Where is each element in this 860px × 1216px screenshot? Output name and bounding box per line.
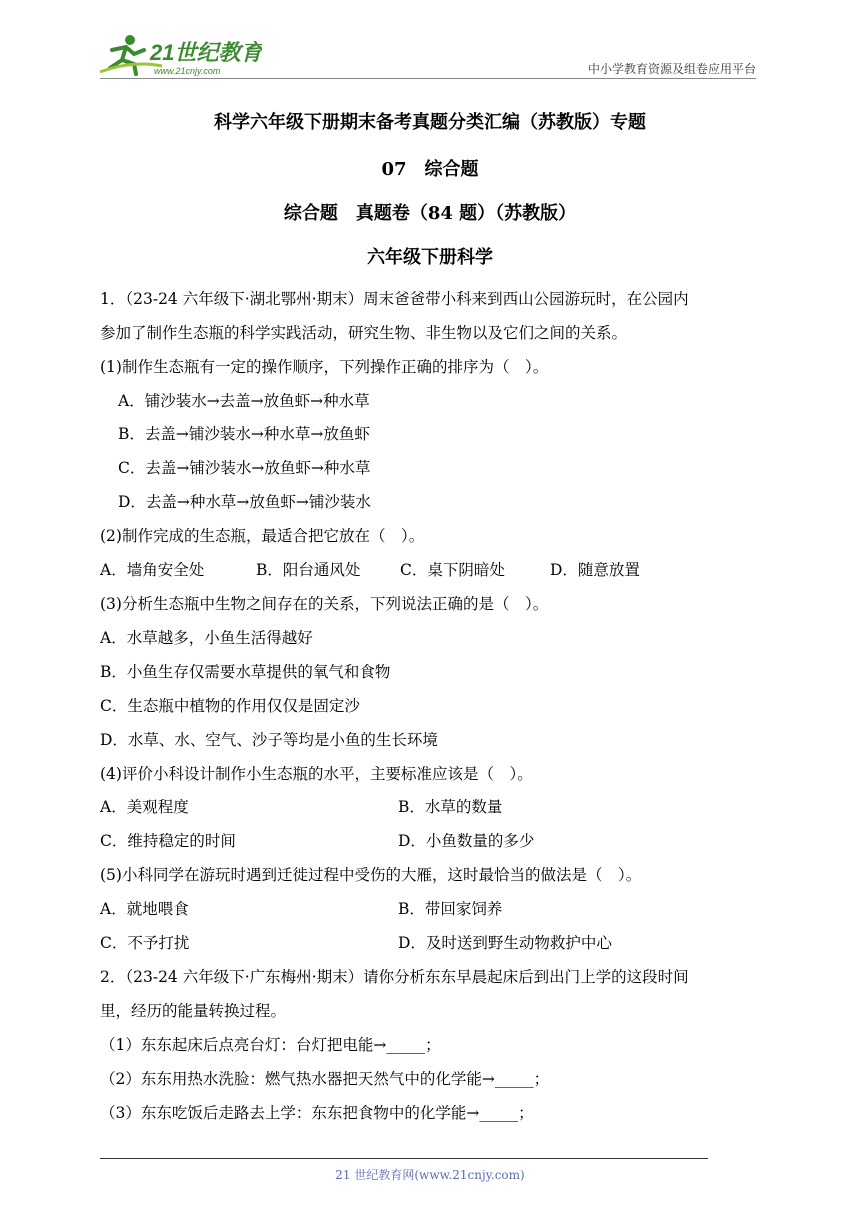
q1-part5-option-d: D．及时送到野生动物救护中心 xyxy=(398,934,612,952)
q1-stem-line2: 参加了制作生态瓶的科学实践活动，研究生物、非生物以及它们之间的关系。 xyxy=(100,324,628,342)
q2-item-2-text: （2）东东用热水洗脸：燃气热水器把天然气中的化学能→ xyxy=(100,1070,495,1088)
q1-part3-question: (3)分析生态瓶中生物之间存在的关系，下列说法正确的是（ ）。 xyxy=(100,595,549,613)
q2-item-1-end: ； xyxy=(425,1036,441,1054)
q2-item-1-blank[interactable]: _____ xyxy=(386,1036,426,1054)
svg-text:www.21cnjy.com: www.21cnjy.com xyxy=(154,66,221,76)
q2-item-3 xyxy=(100,1101,534,1123)
logo-runner-icon xyxy=(92,30,262,80)
q1-part3-option-b: B．小鱼生存仅需要水草提供的氧气和食物 xyxy=(100,663,391,681)
page-header xyxy=(0,0,860,82)
q1-part1-option-d: D．去盖→种水草→放鱼虾→铺沙装水 xyxy=(118,493,371,511)
q1-part3-option-d: D．水草、水、空气、沙子等均是小鱼的生长环境 xyxy=(100,731,438,749)
q1-part5-question: (5)小科同学在游玩时遇到迁徙过程中受伤的大雁，这时最恰当的做法是（ ）。 xyxy=(100,866,642,884)
q1-part3-option-c: C．生态瓶中植物的作用仅仅是固定沙 xyxy=(100,697,360,715)
q2-item-2-blank[interactable]: _____ xyxy=(494,1070,534,1088)
q1-part4-option-b: B．水草的数量 xyxy=(398,798,503,816)
q1-part1-option-c: C．去盖→铺沙装水→放鱼虾→种水草 xyxy=(118,459,371,477)
q2-stem-line2: 里，经历的能量转换过程。 xyxy=(100,1002,287,1020)
q1-part4-question: (4)评价小科设计制作小生态瓶的水平，主要标准应该是（ ）。 xyxy=(100,765,533,783)
q1-part3-option-a: A．水草越多，小鱼生活得越好 xyxy=(100,629,313,647)
q2-item-3-end: ； xyxy=(518,1104,534,1122)
doc-subtitle-subject: 六年级下册科学 xyxy=(367,247,493,268)
header-tagline: 中小学教育资源及组卷应用平台 xyxy=(587,62,756,76)
q1-part2-option-b: B．阳台通风处 xyxy=(256,561,361,579)
q2-item-3-text: （3）东东吃饭后走路去上学：东东把食物中的化学能→ xyxy=(100,1104,480,1122)
q1-part2-question: (2)制作完成的生态瓶，最适合把它放在（ ）。 xyxy=(100,527,425,545)
q2-item-3-blank[interactable]: _____ xyxy=(479,1104,519,1122)
q1-part2-option-d: D．随意放置 xyxy=(550,561,640,579)
q1-part2-option-a: A．墙角安全处 xyxy=(100,561,205,579)
page-footer[interactable]: 21 世纪教育网(www.21cnjy.com) xyxy=(335,1168,525,1182)
site-logo xyxy=(92,30,262,80)
q2-item-2-end: ； xyxy=(533,1070,550,1088)
doc-subtitle-type: 综合题 真题卷（84 题）（苏教版） xyxy=(283,203,577,224)
q1-part5-option-a: A．就地喂食 xyxy=(100,900,189,918)
q2-stem-line1: 2．（23-24 六年级下·广东梅州·期末）请你分析东东早晨起床后到出门上学的这段时间 xyxy=(100,968,689,986)
footer-divider xyxy=(100,1158,708,1159)
doc-title: 科学六年级下册期末备考真题分类汇编（苏教版）专题 xyxy=(214,112,646,133)
q1-part4-option-a: A．美观程度 xyxy=(100,798,189,816)
q1-part4-option-c: C．维持稳定的时间 xyxy=(100,832,236,850)
q1-part1-option-b: B．去盖→铺沙装水→种水草→放鱼虾 xyxy=(118,425,370,443)
q2-item-1 xyxy=(100,1033,441,1055)
header-divider xyxy=(100,78,756,79)
q2-item-2 xyxy=(100,1067,549,1089)
svg-text:21世纪教育: 21世纪教育 xyxy=(150,40,262,65)
doc-subtitle-chapter: 07 综合题 xyxy=(381,159,479,180)
q2-item-1-text: （1）东东起床后点亮台灯：台灯把电能→ xyxy=(100,1036,387,1054)
q1-stem-line1: 1．（23-24 六年级下·湖北鄂州·期末）周末爸爸带小科来到西山公园游玩时，在公园内 xyxy=(100,290,689,308)
q1-part1-question: (1)制作生态瓶有一定的操作顺序，下列操作正确的排序为（ ）。 xyxy=(100,358,549,376)
q1-part5-option-c: C．不予打扰 xyxy=(100,934,190,952)
q1-part2-option-c: C．桌下阴暗处 xyxy=(400,561,505,579)
q1-part4-option-d: D．小鱼数量的多少 xyxy=(398,832,535,850)
q1-part1-option-a: A．铺沙装水→去盖→放鱼虾→种水草 xyxy=(118,392,370,410)
q1-part5-option-b: B．带回家饲养 xyxy=(398,900,503,918)
